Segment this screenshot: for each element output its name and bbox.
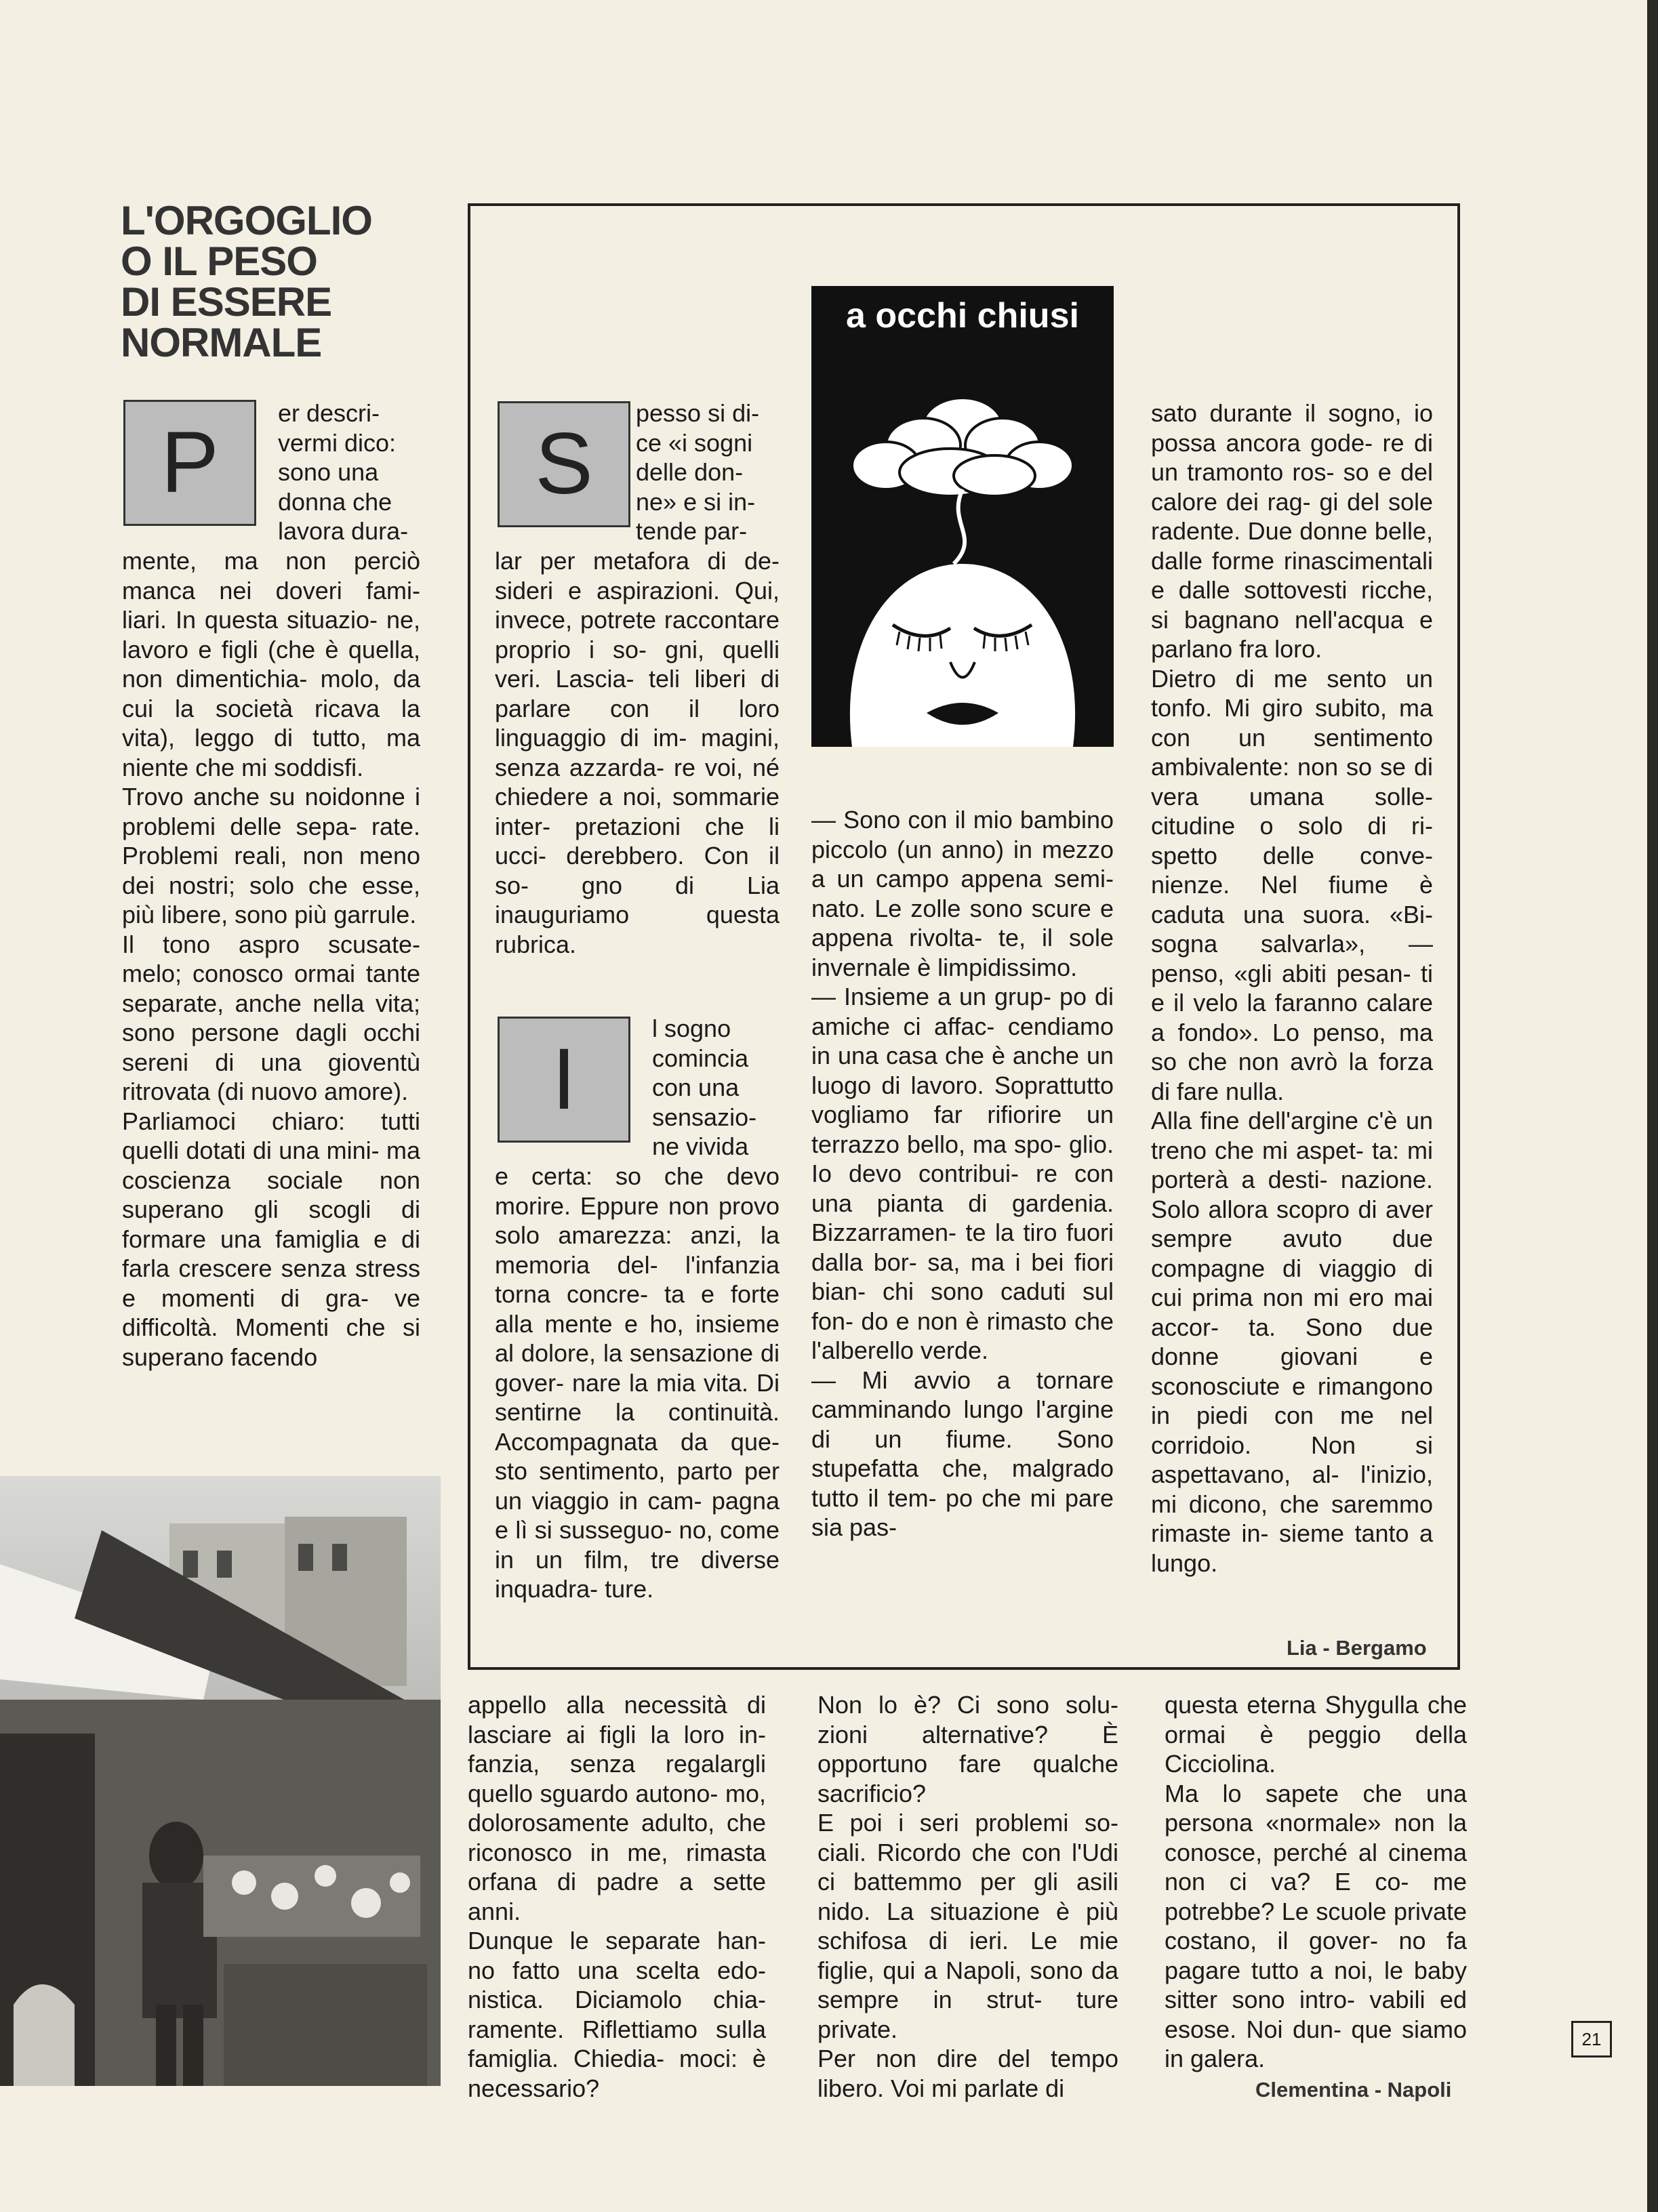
article-body-col1: mente, ma non perciò manca nei doveri fami- liari. In questa situazio- ne, lavoro e figli (che è quella, non dimentichia- molo, da cui la società ricava la vita), leggo di tutto, ma niente che mi soddisfi. Trovo anche su noidonne i problemi delle sepa- rate. Problemi reali, non meno dei nostri; solo che esse, più libere, sono più garrule. Il tono aspro scusate- melo; conosco ormai tante separate, anche nella vita; sono persone dagli occhi sereni di una gioventù ritrovata (di nuovo amore). Parliamoci chiaro: tutti quelli dotati di una mini- ma coscienza sociale non superano gli scogli di formare una famiglia e di farla crescere senza stress e momenti di gra- ve difficoltà. Momenti che si superano facendo — [122, 547, 420, 1371]
dreaming-face-illustration — [811, 286, 1114, 747]
box-dream-col3: — Sono con il mio bambino piccolo (un anno) in mezzo a un campo appena semi- nato. Le zolle sono scure e appena rivolta- te, il sole invernale è limpidissimo. — Insieme a un grup- po di amiche ci affac- cendiamo in una casa che è anche un luogo di lavoro. Soprattutto vogliamo far rifiorire un terrazzo bello, ma spo- glio. Io devo contribui- re con una pianta di gardenia. Bizzarramen- te la tiro fuori dalla bor- sa, ma i bei fiori bian- chi sono caduti sul fon- do e non è rimasto che l'alberello verde. — Mi avvio a tornare camminando lungo l'argine di un fiume. Sono stupefatta che, malgrado tutto il tem- po che mi pare sia pas- — [811, 806, 1114, 1541]
article-col3: Non lo è? Ci sono solu- zioni alternative? È opportuno fare qualche sacrificio? E poi i seri problemi so- ciali. Ricordo che con l'Udi ci battemmo per gli asili nido. La situazione è più schifosa di ieri. Le mie figlie, qui a Napoli, sono da sempre in strut- ture private. Per non dire del tempo libero. Voi mi parlate di — [817, 1691, 1118, 2102]
page-edge — [1647, 0, 1658, 2212]
article-signature: Clementina - Napoli — [1255, 2078, 1452, 2102]
box-dream-col4: sato durante il sogno, io possa ancora gode- re di un tramonto ros- so e del calore dei rag- gi del sole radente. Due donne belle, dalle forme rinascimentali e dalle sottovesti ricche, si bagnano nell'acqua e parlano fra loro. Dietro di me sento un tonfo. Mi giro subito, ma con un sentimento ambivalente: non so se di vera umana solle- citudine o solo di ri- spetto delle conve- nienze. Nel fiume è caduta una suora. «Bi- sogna salvarla», — penso, «gli abiti pesan- ti e il velo la faranno calare a fondo». Lo penso, ma so che non avrò la forza di fare nulla. Alla fine dell'argine c'è un treno che mi aspet- ta: mi porterà a desti- nazione. Solo allora scopro di aver sempre avuto due compagne di viaggio di cui prima non mi ero mai accor- ta. Sono due donne giovani e sconosciute e rimangono in piedi con me nel corridoio. Non si aspettavano, al- l'inizio, mi dicono, che saremmo rimaste in- sieme tanto a lungo. — [1151, 399, 1433, 1577]
article-title: L'ORGOGLIO O IL PESO DI ESSERE NORMALE — [121, 198, 372, 365]
poster-title: a occhi chiusi — [846, 296, 1079, 335]
box-intro-lines: pesso si di- ce «i sogni delle don- ne» e si in- tende par- — [636, 399, 760, 545]
page-number: 21 — [1571, 2021, 1612, 2057]
dropcap-s: S — [498, 401, 630, 527]
article-col2: appello alla necessità di lasciare ai figli la loro in- fanzia, senza regalargli quello sguardo autono- mo, dolorosamente adulto, che riconosco in me, rimasta orfana di padre a sette anni. Dunque le separate han- no fatto una scelta edo- nistica. Diciamolo chia- ramente. Riflettiamo sulla famiglia. Chiedia- moci: è necessario? — [468, 1691, 766, 2102]
poster-illustration — [811, 286, 1114, 747]
box-intro-body: lar per metafora di de- sideri e aspirazioni. Qui, invece, potrete raccontare proprio i so- gni, quelli veri. Lascia- teli liberi di parlare con il loro linguaggio di im- magini, senza azzarda- re voi, né chiedere a noi, sommarie inter- pretazioni che li ucci- derebbero. Con il so- gno di Lia inauguriamo questa rubrica. — [495, 547, 780, 958]
box-signature: Lia - Bergamo — [1287, 1636, 1427, 1660]
box-dream-lines: l sogno comincia con una sensazio- ne vivida — [652, 1015, 757, 1160]
market-photo — [0, 1476, 441, 2086]
article-intro-lines: er descri- vermi dico: sono una donna che lavora dura- — [278, 399, 409, 545]
article-col4: questa eterna Shygulla che ormai è peggio della Cicciolina. Ma lo sapete che una persona «normale» non la conosce, perché al cinema non ci va? E co- me potrebbe? Le scuole private costano, il gover- no fa pagare tutto a noi, le baby sitter sono intro- vabili ed esose. Noi dun- que siamo in galera. — [1165, 1691, 1467, 2072]
dropcap-i: I — [498, 1017, 630, 1143]
dropcap-p: P — [123, 400, 256, 526]
market-scene-image — [0, 1476, 441, 2086]
box-dream-body: e certa: so che devo morire. Eppure non provo solo amarezza: anzi, la memoria del- l'infanzia torna concre- ta e forte alla mente e ho, insieme al dolore, la sensazione di gover- nare la mia vita. Di sentirne la continuità. Accompagnata da que- sto sentimento, parto per un viaggio in cam- pagna e lì si susseguo- no, come in un film, tre diverse inquadra- ture. — [495, 1162, 780, 1603]
